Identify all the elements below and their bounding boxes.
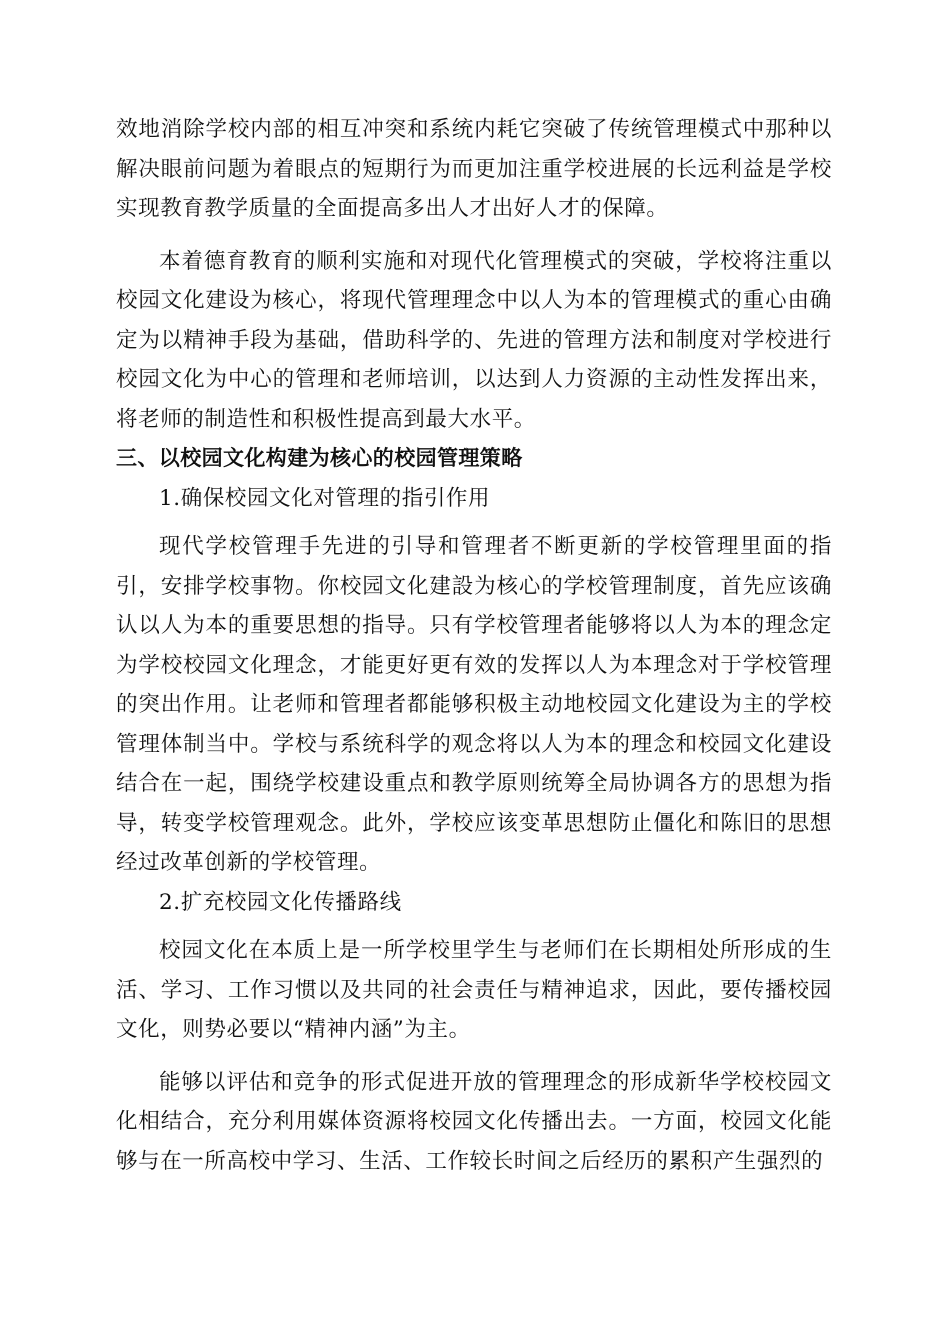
subheading-2: 2.扩充校园文化传播路线 <box>159 889 402 915</box>
section-heading-3: 三、以校园文化构建为核心的校园管理策略 <box>116 446 523 470</box>
paragraph-management-guidance: 现代学校管理手先进的引导和管理者不断更新的学校管理里面的指引，安排学校事物。你校园文化建設为核心的学校管理制度，首先应该确认以人为本的重要思想的指导。只有学校管理者能够将以人为本的理念定为学校校园文化理念，才能更好更有效的发挥以人为本理念对于学校管理的突出作用。让老师和管理者都能够积极主动地校园文化建设为主的学校管理体制当中。学校与系统科学的观念将以人为本的理念和校园文化建设结合在一起，围绕学校建设重点和教学原则统筹全局协调各方的思想为指导，转变学校管理观念。此外，学校应该变革思想防止僵化和陈旧的思想经过改革创新的学校管理。 <box>116 534 832 875</box>
paragraph-culture-spread: 能够以评估和竞争的形式促进开放的管理理念的形成新华学校校园文化相结合，充分利用媒体资源将校园文化传播出去。一方面，校园文化能够与在一所高校中学习、生活、工作较长时间之后经历的累积产生强烈的 <box>116 1069 832 1174</box>
document-page <box>116 110 832 1181</box>
subheading-1: 1.确保校园文化对管理的指引作用 <box>159 485 491 511</box>
paragraph-culture-essence: 校园文化在本质上是一所学校里学生与老师们在长期相处所形成的生活、学习、工作习惯以及共同的社会责任与精神追求，因此，要传播校园文化，则势必要以“精神内涵”为主。 <box>116 938 832 1042</box>
paragraph-intro-continued: 效地消除学校内部的相互冲突和系统内耗它突破了传统管理模式中那种以解决眼前问题为着眼点的短期行为而更加注重学校进展的长远利益是学校实现教育教学质量的全面提高多出人才出好人才的保障。 <box>116 117 832 221</box>
paragraph-moral-education: 本着德育教育的顺利实施和对现代化管理模式的突破，学校将注重以校园文化建设为核心，将现代管理理念中以人为本的管理模式的重心由确定为以精神手段为基础，借助科学的、先进的管理方法和制度对学校进行校园文化为中心的管理和老师培训，以达到人力资源的主动性发挥出来，将老师的制造性和积极性提高到最大水平。 <box>116 248 832 432</box>
